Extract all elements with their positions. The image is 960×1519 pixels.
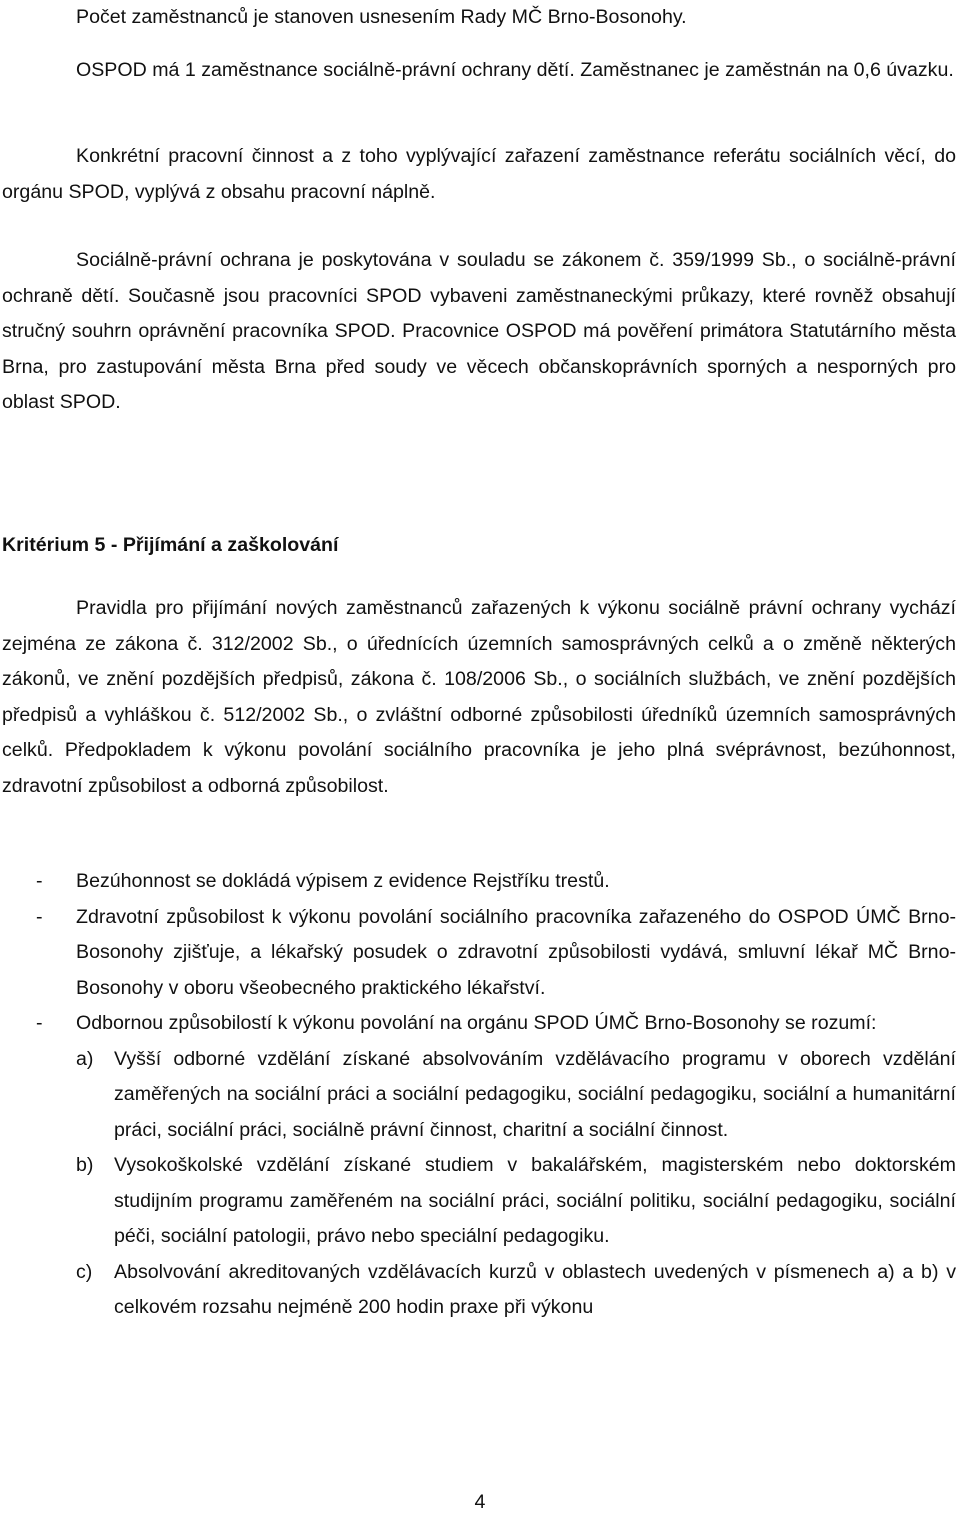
list-item: [2, 1006, 956, 1326]
list-dash: -: [36, 870, 43, 892]
paragraph-staff-count: Počet zaměstnanců je stanoven usnesením Rady MČ Brno-Bosonohy.: [76, 6, 687, 28]
list-item: [2, 900, 956, 1007]
page-number: 4: [474, 1491, 486, 1513]
requirements-list: [2, 864, 956, 1326]
sublist-item: [76, 1255, 956, 1326]
sublist-item: [76, 1042, 956, 1149]
paragraph-work-activity: Konkrétní pracovní činnost a z toho vyplývající zařazení zaměstnance referátu sociálních věcí, do orgánu SPOD, vyplývá z obsahu pracovní náplně.: [2, 145, 956, 203]
sublist-item-text: Vysokoškolské vzdělání získané studiem v bakalářském, magisterském nebo doktorském studijním programu zaměřeném na sociální práci, sociální politiku, sociální pedagogiku, sociální péči, sociální patologii, právo nebo speciální pedagogiku.: [114, 1154, 956, 1247]
sublist-marker: c): [76, 1260, 93, 1283]
sublist-item: [76, 1148, 956, 1255]
sublist-marker: b): [76, 1154, 94, 1176]
paragraph-employee: OSPOD má 1 zaměstnance sociálně-právní ochrany dětí. Zaměstnanec je zaměstnán na 0,6 úvazku.: [76, 59, 954, 81]
list-item: [2, 864, 956, 900]
list-dash: -: [36, 1012, 43, 1034]
paragraph-legal-protection: Sociálně-právní ochrana je poskytována v souladu se zákonem č. 359/1999 Sb., o sociálně-právní ochraně dětí. Současně jsou pracovníci SPOD vybaveni zaměstnaneckými průkazy, které rovněž obsahují stručný souhrn oprávnění pracovníka SPOD. Pracovnice OSPOD má pověření primátora Statutárního města Brna, pro zastupování města Brna před soudy ve věcech občanskoprávních sporných a nesporných pro oblast SPOD.: [2, 249, 956, 413]
criterion-heading: Kritérium 5 - Přijímání a zaškolování: [2, 534, 339, 556]
sublist-marker: a): [76, 1047, 94, 1070]
qualification-sublist: [76, 1042, 956, 1326]
sublist-item-text: Absolvování akreditovaných vzdělávacích kurzů v oblastech uvedených v písmenech a) a b) v celkovém rozsahu nejméně 200 hodin praxe při výkonu: [114, 1260, 956, 1318]
list-item-text: Odbornou způsobilostí k výkonu povolání na orgánu SPOD ÚMČ Brno-Bosonohy se rozumí:: [76, 1012, 877, 1034]
list-item-text: Bezúhonnost se dokládá výpisem z evidence Rejstříku trestů.: [76, 870, 610, 892]
list-dash: -: [36, 905, 43, 928]
list-item-text: Zdravotní způsobilost k výkonu povolání sociálního pracovníka zařazeného do OSPOD ÚMČ Brno-Bosonohy zjišťuje, a lékařský posudek o zdravotní způsobilosti vydává, smluvní lékař MČ Brno-Bosonohy v oboru všeobecného praktického lékařství.: [76, 905, 956, 999]
sublist-item-text: Vyšší odborné vzdělání získané absolvováním vzdělávacího programu v oborech vzdělání zaměřených na sociální práci a sociální pedagogiku, sociální pedagogiku, sociální a humanitární práci, sociální práci, sociálně právní činnost, charitní a sociální činnost.: [114, 1047, 956, 1141]
paragraph-hiring-rules: Pravidla pro přijímání nových zaměstnanců zařazených k výkonu sociálně právní ochrany vychází zejména ze zákona č. 312/2002 Sb., o úřednících územních samosprávných celků a o změně některých zákonů, ve znění pozdějších předpisů, zákona č. 108/2006 Sb., o sociálních službách, ve znění pozdějších předpisů a vyhláškou č. 512/2002 Sb., o zvláštní odborné způsobilosti úředníků územních samosprávných celků. Předpokladem k výkonu povolání sociálního pracovníka je jeho plná svéprávnost, bezúhonnost, zdravotní způsobilost a odborná způsobilost.: [2, 597, 956, 797]
